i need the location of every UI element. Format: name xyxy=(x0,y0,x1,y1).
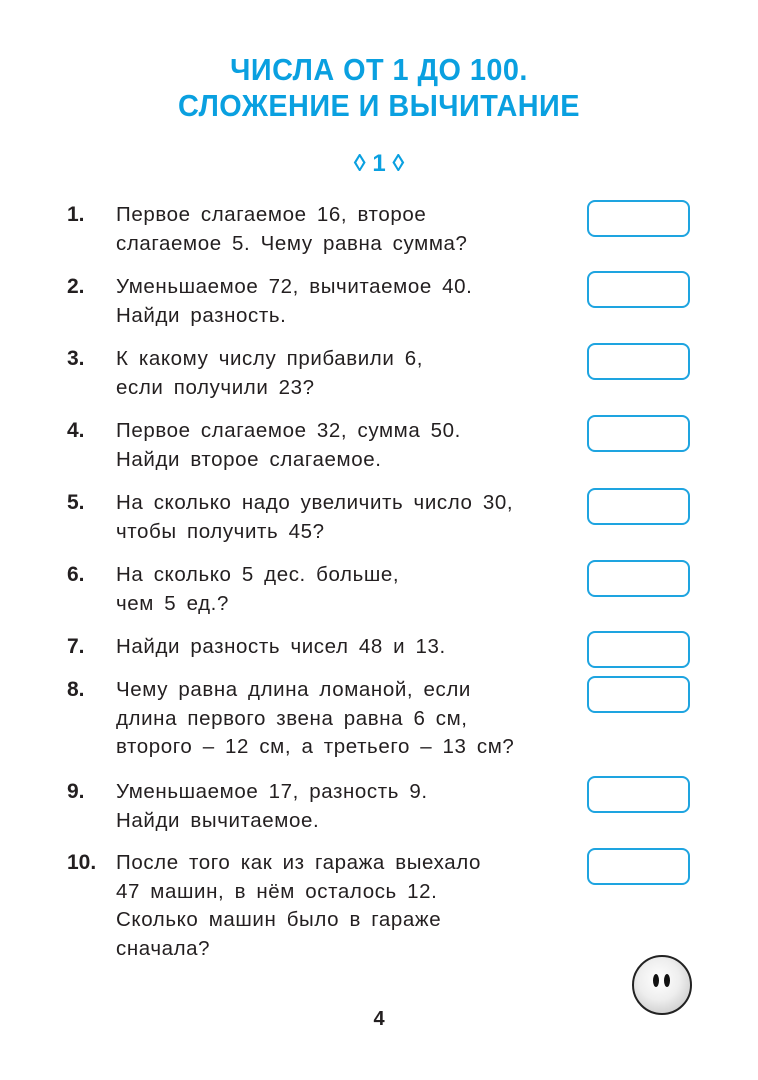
problem-number: 8. xyxy=(67,678,85,701)
problem-text-line: Первое слагаемое 16, второе xyxy=(116,203,427,226)
answer-box[interactable] xyxy=(587,343,690,380)
answer-box[interactable] xyxy=(587,271,690,308)
problem-text-line: После того как из гаража выехало xyxy=(116,851,481,874)
page-title-line2: СЛОЖЕНИЕ И ВЫЧИТАНИЕ xyxy=(178,88,580,123)
problem-text-line: если получили 23? xyxy=(116,375,315,399)
problem-text-line: Найди вычитаемое. xyxy=(116,808,320,832)
problem-number: 10. xyxy=(67,851,97,874)
problem-number: 6. xyxy=(67,563,85,586)
answer-box[interactable] xyxy=(587,776,690,813)
problem-number: 1. xyxy=(67,203,85,226)
problem-text-line: Найди разность чисел 48 и 13. xyxy=(116,635,446,658)
page-title-line1: ЧИСЛА ОТ 1 ДО 100. xyxy=(230,52,528,87)
problem-text-line: длина первого звена равна 6 см, xyxy=(116,706,468,730)
problem-text-line: Уменьшаемое 17, разность 9. xyxy=(116,780,428,803)
answer-box[interactable] xyxy=(587,200,690,237)
problem-text-line: На сколько 5 дес. больше, xyxy=(116,563,400,586)
problem-text-line: 47 машин, в нём осталось 12. xyxy=(116,879,438,903)
problem-text-line: чем 5 ед.? xyxy=(116,591,229,615)
answer-box[interactable] xyxy=(587,676,690,713)
problem-text-line: К какому числу прибавили 6, xyxy=(116,347,423,370)
problem-number: 9. xyxy=(67,780,85,803)
problem-text-line: Сколько машин было в гараже xyxy=(116,908,442,931)
answer-box[interactable] xyxy=(587,560,690,597)
problem-text-line: сначала? xyxy=(116,936,211,960)
answer-box[interactable] xyxy=(587,848,690,885)
problem-text-line: Найди разность. xyxy=(116,303,287,327)
section-number: ◊ 1 ◊ xyxy=(353,150,405,177)
problem-text-line: Первое слагаемое 32, сумма 50. xyxy=(116,419,461,442)
page-number: 4 xyxy=(373,1008,385,1030)
answer-box[interactable] xyxy=(587,631,690,668)
problem-text-line: слагаемое 5. Чему равна сумма? xyxy=(116,231,468,255)
problem-text-line: Найди второе слагаемое. xyxy=(116,447,382,471)
problem-text-line: Уменьшаемое 72, вычитаемое 40. xyxy=(116,275,473,298)
problem-text-line: второго – 12 см, а третьего – 13 см? xyxy=(116,735,515,758)
problem-text-line: Чему равна длина ломаной, если xyxy=(116,678,471,701)
problem-number: 2. xyxy=(67,275,85,298)
problem-text-line: На сколько надо увеличить число 30, xyxy=(116,491,514,514)
answer-box[interactable] xyxy=(587,415,690,452)
answer-box[interactable] xyxy=(587,488,690,525)
problem-number: 5. xyxy=(67,491,85,514)
problem-number: 4. xyxy=(67,419,85,442)
problem-number: 3. xyxy=(67,347,85,370)
problem-number: 7. xyxy=(67,635,85,658)
problem-text-line: чтобы получить 45? xyxy=(116,519,325,543)
mascot-face-icon xyxy=(632,955,692,1015)
